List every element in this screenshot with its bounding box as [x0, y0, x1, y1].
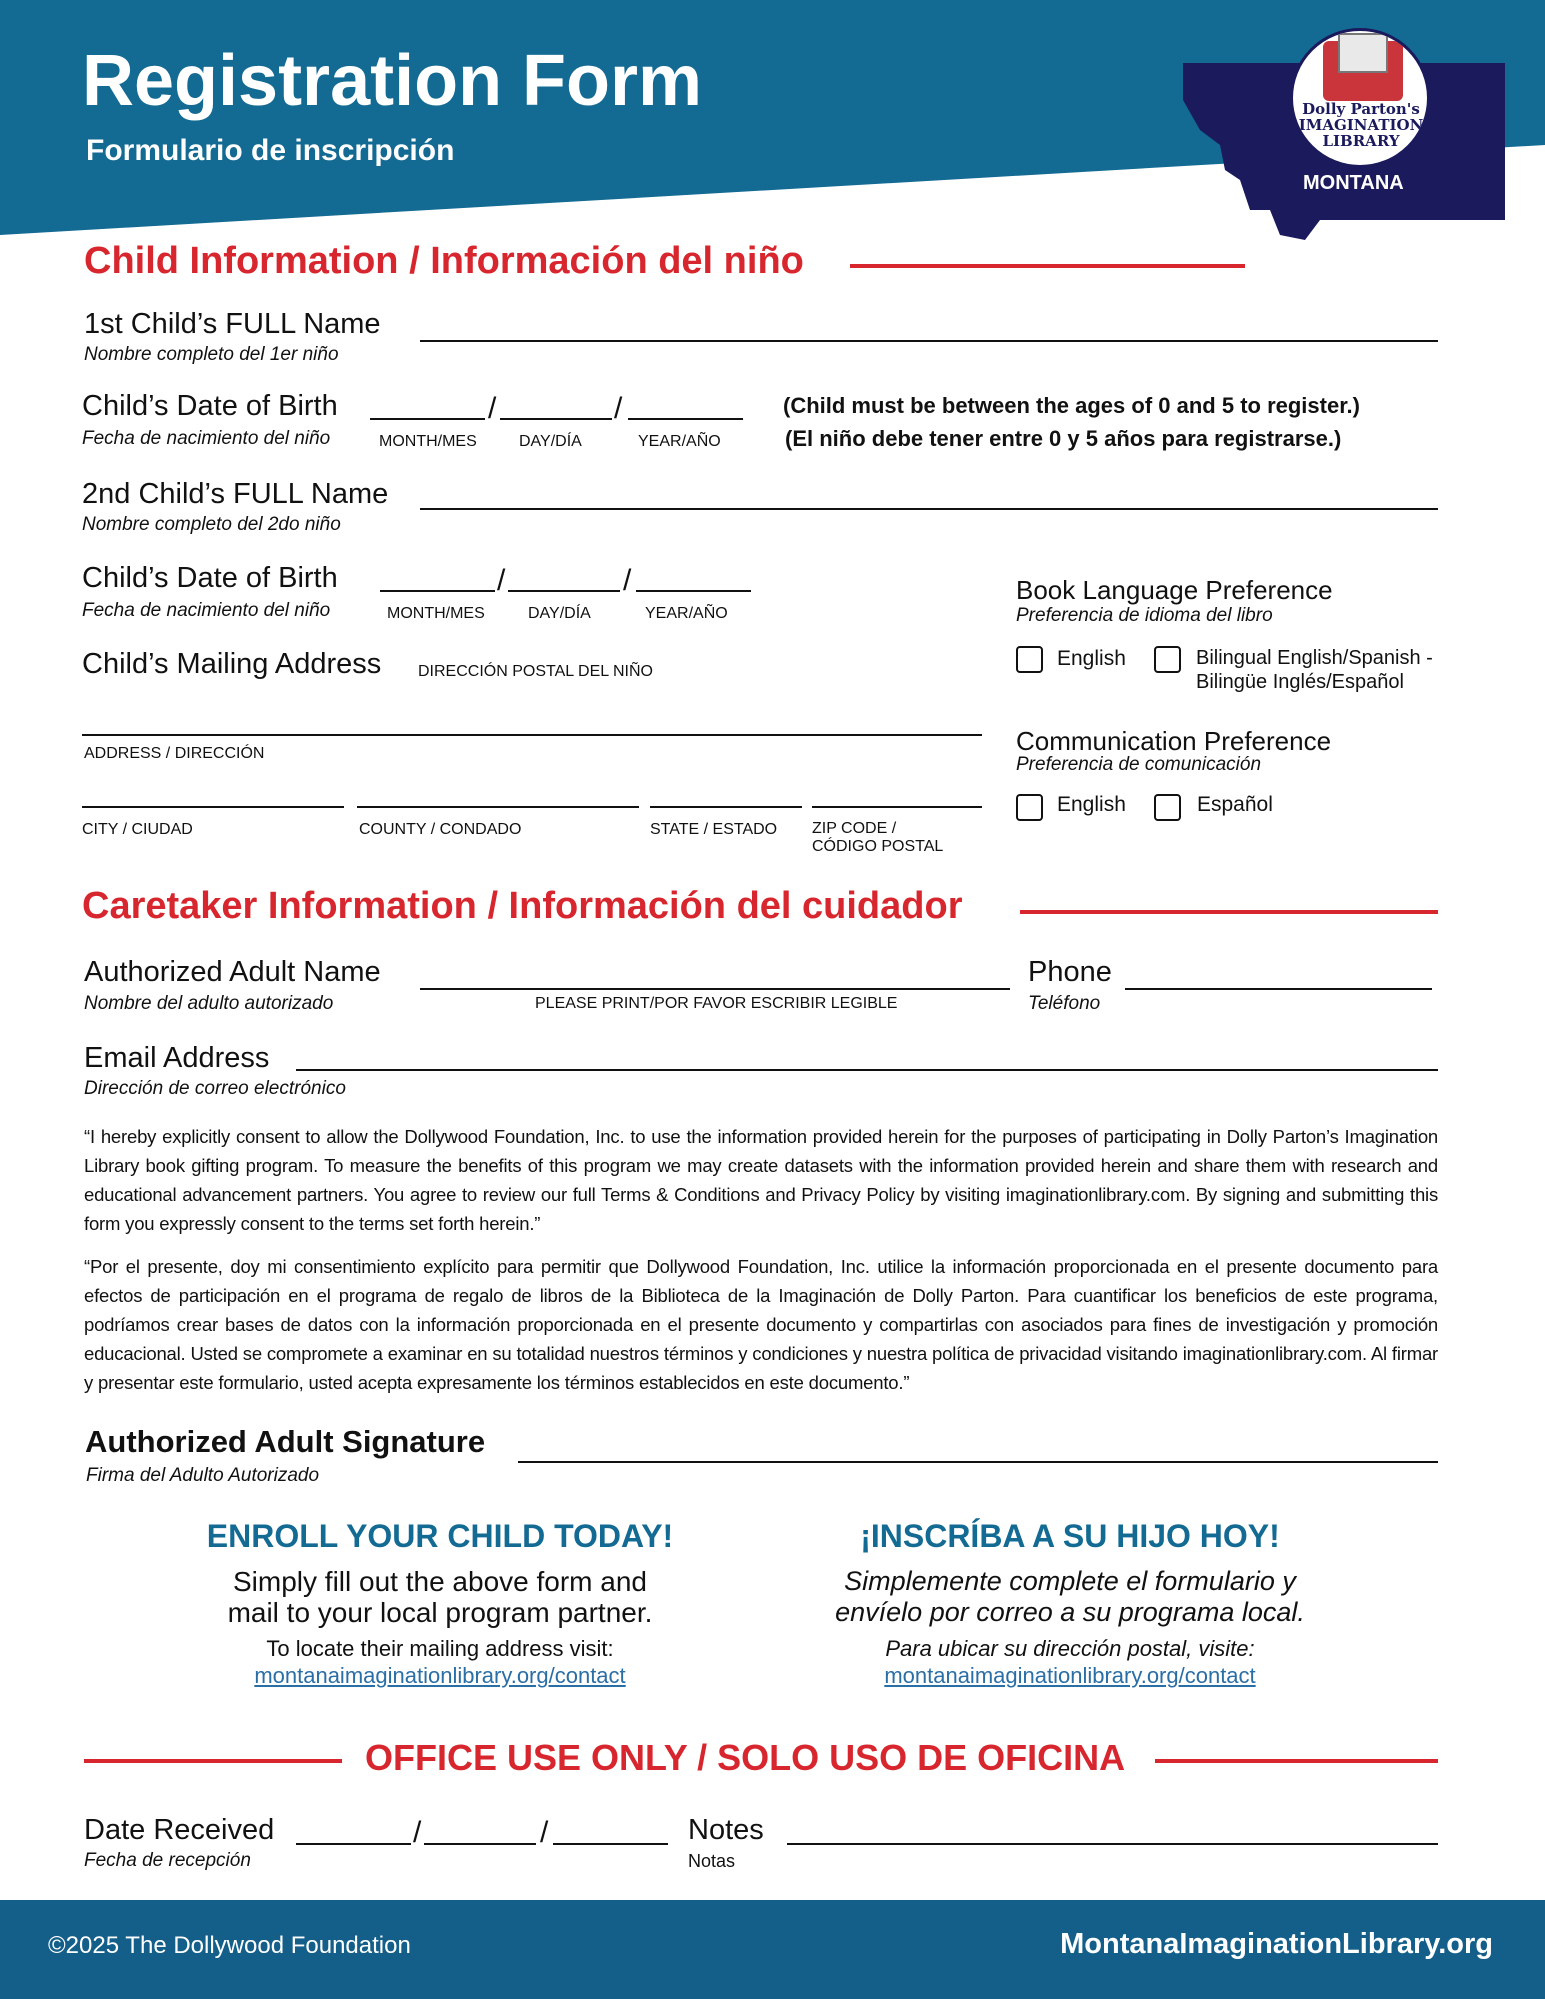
zip-caption-es: CÓDIGO POSTAL: [812, 838, 944, 855]
county-caption: COUNTY / CONDADO: [359, 821, 522, 838]
phone-sub: Teléfono: [1028, 993, 1101, 1014]
enroll-link-es[interactable]: montanaimaginationlibrary.org/contact: [884, 1663, 1256, 1688]
mailing-address-sub: DIRECCIÓN POSTAL DEL NIÑO: [418, 663, 653, 680]
age-note-spanish: (El niño debe tener entre 0 y 5 años para registrarse.): [785, 426, 1342, 451]
notes-field[interactable]: [787, 1843, 1438, 1845]
address-field[interactable]: [82, 734, 982, 736]
communication-sub: Preferencia de comunicación: [1016, 754, 1262, 775]
child2-dob-year-field[interactable]: [636, 590, 751, 592]
child2-dob-label: Child’s Date of Birth: [82, 562, 338, 594]
zip-field[interactable]: [812, 806, 982, 808]
child1-name-field[interactable]: [420, 340, 1438, 342]
city-caption: CITY / CIUDAD: [82, 821, 193, 838]
date-separator: /: [623, 564, 632, 597]
year-caption: YEAR/AÑO: [638, 433, 721, 450]
enroll-locate-en: To locate their mailing address visit:: [266, 1636, 614, 1661]
notes-label: Notes: [688, 1814, 764, 1846]
communication-title: Communication Preference: [1016, 726, 1332, 756]
child-section-heading: Child Information / Información del niño: [84, 240, 804, 282]
child2-name-field[interactable]: [420, 508, 1438, 510]
date-separator: /: [497, 564, 506, 597]
book-english-label: English: [1057, 647, 1126, 670]
print-note: PLEASE PRINT/POR FAVOR ESCRIBIR LEGIBLE: [535, 995, 898, 1012]
book-bilingual-label-es: Bilingüe Inglés/Español: [1196, 671, 1404, 693]
enroll-link-en[interactable]: montanaimaginationlibrary.org/contact: [254, 1663, 626, 1688]
comm-english-label: English: [1057, 793, 1126, 816]
enroll-heading-es: ¡INSCRÍBA A SU HIJO HOY!: [860, 1518, 1280, 1554]
date-received-label: Date Received: [84, 1814, 275, 1846]
date-separator: /: [614, 392, 623, 425]
phone-field[interactable]: [1125, 988, 1432, 990]
mailing-address-label: Child’s Mailing Address: [82, 648, 382, 680]
date-separator: /: [540, 1816, 549, 1849]
child2-dob-month-field[interactable]: [380, 590, 495, 592]
date-received-month-field[interactable]: [296, 1843, 411, 1845]
day-caption: DAY/DÍA: [519, 433, 582, 450]
notes-sub: Notas: [688, 1851, 736, 1871]
consent-spanish: “Por el presente, doy mi consentimiento explícito para permitir que Dollywood Foundation, Inc. utilice la información proporcionada en el presente documento para efectos de participación en el programa de regalo de libros de la Biblioteca de la Imaginación de Dolly Parton. Para cuantificar los beneficios de este programa, podríamos crear bases de datos con la información proporcionada en el presente documento y compartirlas con asociados para fines de investigación y promoción educacional. Usted se compromete a examinar en su totalidad nuestros términos y condiciones y nuestra política de privacidad visitando imaginationlibrary.com. Al firmar y presentar este formulario, usted acepta expresamente los términos establecidos en este documento.”: [84, 1256, 1438, 1393]
book-language-title: Book Language Preference: [1016, 575, 1333, 605]
child1-name-sub: Nombre completo del 1er niño: [84, 344, 339, 365]
date-received-day-field[interactable]: [424, 1843, 536, 1845]
child2-name-label: 2nd Child’s FULL Name: [82, 478, 389, 510]
date-received-year-field[interactable]: [553, 1843, 668, 1845]
enroll-text-en-1: Simply fill out the above form and: [233, 1566, 647, 1597]
comm-spanish-checkbox[interactable]: [1154, 794, 1181, 821]
county-field[interactable]: [357, 806, 639, 808]
child1-dob-month-field[interactable]: [370, 418, 485, 420]
day-caption: DAY/DÍA: [528, 605, 591, 622]
signature-field[interactable]: [518, 1461, 1438, 1463]
state-label: MONTANA: [1303, 172, 1404, 194]
address-caption: ADDRESS / DIRECCIÓN: [84, 745, 265, 762]
date-separator: /: [413, 1816, 422, 1849]
page-title: Registration Form: [82, 41, 703, 121]
age-note-english: (Child must be between the ages of 0 and 5 to register.): [783, 393, 1360, 418]
footer-website[interactable]: MontanaImaginationLibrary.org: [1060, 1928, 1493, 1960]
child1-dob-label: Child’s Date of Birth: [82, 390, 338, 422]
zip-caption: ZIP CODE /: [812, 820, 897, 837]
child1-name-label: 1st Child’s FULL Name: [84, 308, 381, 340]
child2-dob-sub: Fecha de nacimiento del niño: [82, 600, 331, 621]
month-caption: MONTH/MES: [387, 605, 485, 622]
state-field[interactable]: [650, 806, 802, 808]
signature-label: Authorized Adult Signature: [85, 1424, 486, 1459]
office-heading: OFFICE USE ONLY / SOLO USO DE OFICINA: [365, 1737, 1126, 1778]
section-rule: [850, 264, 1245, 268]
date-received-sub: Fecha de recepción: [84, 1850, 251, 1871]
date-separator: /: [488, 392, 497, 425]
email-sub: Dirección de correo electrónico: [84, 1078, 346, 1099]
section-rule: [1020, 910, 1438, 914]
email-field[interactable]: [296, 1069, 1438, 1071]
child1-dob-sub: Fecha de nacimiento del niño: [82, 428, 331, 449]
enroll-heading-en: ENROLL YOUR CHILD TODAY!: [206, 1518, 674, 1554]
adult-name-sub: Nombre del adulto autorizado: [84, 993, 334, 1014]
email-label: Email Address: [84, 1042, 270, 1074]
section-rule: [84, 1759, 342, 1763]
child2-name-sub: Nombre completo del 2do niño: [82, 514, 341, 535]
adult-name-field[interactable]: [420, 988, 1010, 990]
book-english-checkbox[interactable]: [1016, 646, 1043, 673]
logo-text: Dolly Parton's IMAGINATION LIBRARY: [1298, 100, 1424, 150]
enroll-locate-es: Para ubicar su dirección postal, visite:: [885, 1636, 1255, 1661]
comm-spanish-label: Español: [1197, 793, 1273, 816]
imagination-library-logo: [1290, 28, 1430, 168]
comm-english-checkbox[interactable]: [1016, 794, 1043, 821]
child1-dob-year-field[interactable]: [628, 418, 743, 420]
book-bilingual-checkbox[interactable]: [1154, 646, 1181, 673]
book-bilingual-label: Bilingual English/Spanish -: [1196, 647, 1433, 669]
state-caption: STATE / ESTADO: [650, 821, 778, 838]
consent-english: “I hereby explicitly consent to allow the Dollywood Foundation, Inc. to use the information provided herein for the purposes of participating in Dolly Parton’s Imagination Library book gifting program. To measure the benefits of this program we may create datasets with the information provided herein and share them with research and educational advancement partners. You agree to review our full Terms & Conditions and Privacy Policy by visiting imaginationlibrary.com. By signing and submitting this form you expressly consent to the terms set forth herein.”: [84, 1126, 1438, 1234]
enroll-text-es-1: Simplemente complete el formulario y: [844, 1566, 1296, 1596]
enroll-text-es-2: envíelo por correo a su programa local.: [835, 1597, 1305, 1627]
footer-copyright: ©2025 The Dollywood Foundation: [48, 1932, 411, 1959]
enroll-text-en-2: mail to your local program partner.: [227, 1597, 653, 1628]
phone-label: Phone: [1028, 956, 1112, 988]
year-caption: YEAR/AÑO: [645, 605, 728, 622]
child2-dob-day-field[interactable]: [508, 590, 620, 592]
book-language-sub: Preferencia de idioma del libro: [1016, 605, 1273, 626]
child1-dob-day-field[interactable]: [500, 418, 612, 420]
city-field[interactable]: [82, 806, 344, 808]
section-rule: [1155, 1759, 1438, 1763]
month-caption: MONTH/MES: [379, 433, 477, 450]
caretaker-section-heading: Caretaker Information / Información del cuidador: [82, 885, 963, 927]
page-subtitle: Formulario de inscripción: [86, 134, 455, 167]
signature-sub: Firma del Adulto Autorizado: [86, 1465, 320, 1486]
adult-name-label: Authorized Adult Name: [84, 956, 381, 988]
